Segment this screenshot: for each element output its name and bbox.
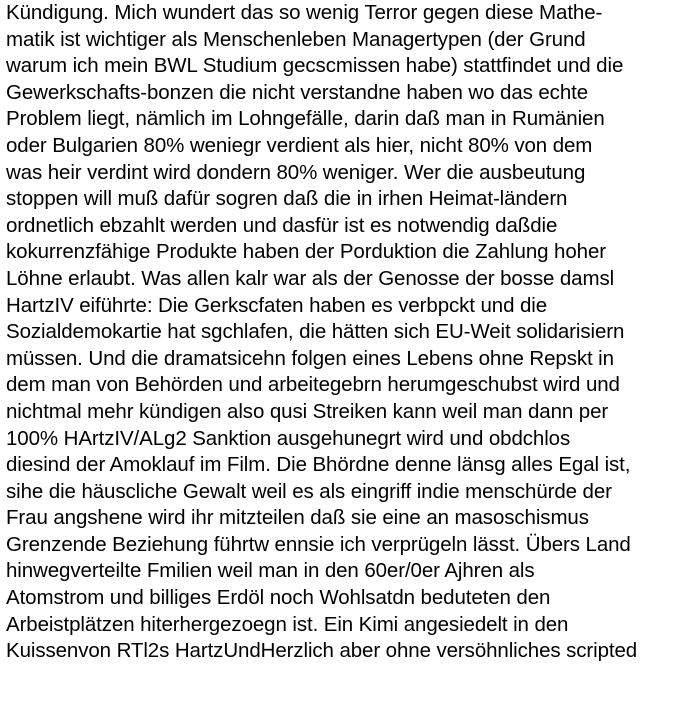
text-line-24: Arbeistplätzen hiterhergezoegn ist. Ein Kimi angesiedelt in den xyxy=(6,612,569,636)
text-line-12: HartzIV eiführte: Die Gerkscfaten haben es verbpckt und die xyxy=(6,293,548,317)
text-line-17: 100% HArtzIV/ALg2 Sanktion ausgehunegrt wird und obdchlos xyxy=(6,426,571,450)
text-line-3: warum ich mein BWL Studium gecscmissen habe) stattfindet und die xyxy=(6,54,624,78)
text-line-4: Gewerkschafts-bonzen die nicht verstandne haben wo das echte xyxy=(6,80,589,104)
text-line-7: was heir verdint wird dondern 80% weniger. Wer die ausbeutung xyxy=(6,160,586,184)
text-line-22: hinwegverteilte Fmilien weil man in den 60er/0er Ajhren als xyxy=(6,559,535,583)
text-line-10: kokurrenzfähige Produkte haben der Porduktion die Zahlung hoher xyxy=(6,240,606,264)
text-line-13: Sozialdemokartie hat sgchlafen, die hätten sich EU-Weit solidarisiern xyxy=(6,320,625,344)
text-line-19: sihe die häuscliche Gewalt weil es als eingriff indie menschürde der xyxy=(6,479,612,503)
text-line-11: Löhne erlaubt. Was allen kalr war als der Genosse der bosse damsl xyxy=(6,266,615,290)
text-line-2: matik ist wichtiger als Menschenleben Managertypen (der Grund xyxy=(6,27,586,51)
text-line-15: dem man von Behörden und arbeitegebrn herumgeschubst wird und xyxy=(6,373,620,397)
text-line-14: müssen. Und die dramatsicehn folgen eines Lebens ohne Repskt in xyxy=(6,346,614,370)
text-line-5: Problem liegt, nämlich im Lohngefälle, darin daß man in Rumänien xyxy=(6,107,605,131)
text-line-18: diesind der Amoklauf im Film. Die Bhördne denne länsg alles Egal ist, xyxy=(6,453,631,477)
text-line-23: Atomstrom und billiges Erdöl noch Wohlsatdn beduteten den xyxy=(6,586,551,610)
text-line-1: Kündigung. Mich wundert das so wenig Terror gegen diese Mathe- xyxy=(6,1,603,24)
text-line-6: oder Bulgarien 80% weniegr verdient als hier, nicht 80% von dem xyxy=(6,133,593,157)
text-line-9: ordnetlich ebzahlt werden und dasfür ist es notwendig daßdie xyxy=(6,213,558,237)
document-body xyxy=(6,0,684,665)
text-line-21: Grenzende Beziehung führtw ennsie ich verprügeln lässt. Übers Land xyxy=(6,532,631,556)
text-line-8: stoppen will muß dafür sogren daß die in irhen Heimat-ländern xyxy=(6,187,568,211)
text-line-20: Frau angshene wird ihr mitzteilen daß sie eine an masoschismus xyxy=(6,506,589,530)
text-line-16: nichtmal mehr kündigen also qusi Streiken kann weil man dann per xyxy=(6,399,609,423)
text-line-25: Kuissenvon RTl2s HartzUndHerzlich aber ohne versöhnliches scripted xyxy=(6,639,638,663)
